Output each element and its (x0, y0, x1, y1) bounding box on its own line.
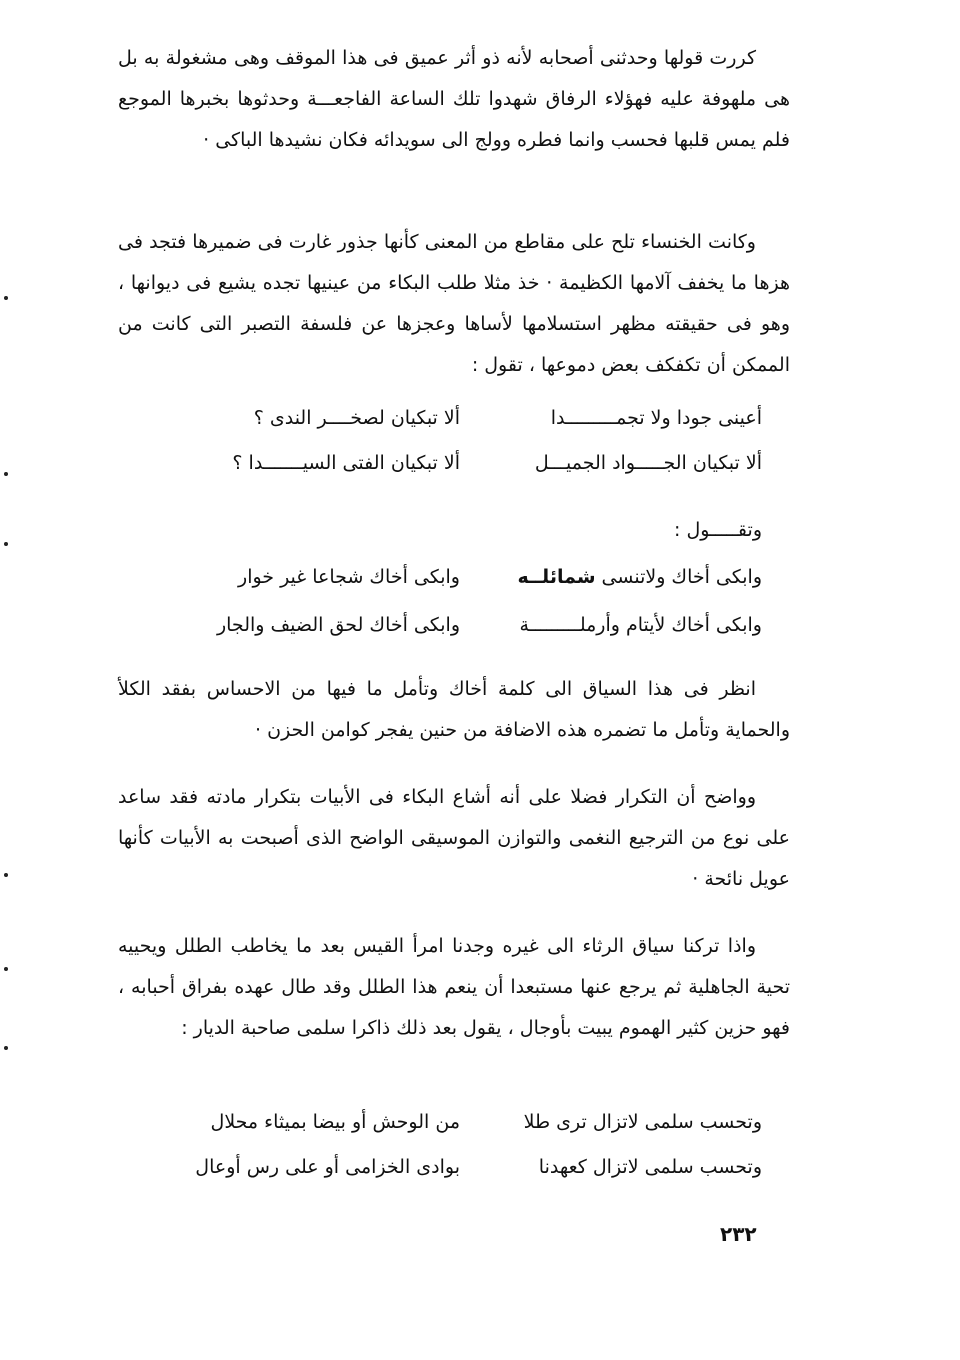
scan-speck (4, 296, 8, 300)
verse-second-hemistich: ألا تبكيان الفتى السيـــــــدا ؟ (232, 452, 460, 474)
paragraph-5 (118, 926, 790, 1049)
verse-line (140, 443, 790, 483)
paragraph-3 (118, 669, 790, 751)
scan-speck (4, 967, 8, 971)
paragraph-2 (118, 222, 790, 386)
verse-bold-word: شمائلــه (517, 566, 596, 588)
scan-speck (4, 542, 8, 546)
verse-second-hemistich: من الوحش أو بيضا بميثاء محلال (210, 1111, 460, 1133)
verse-first-hemistich: وتحسب سلمى لاتزال كعهدنا (538, 1156, 762, 1178)
verse-second-hemistich: بوادى الخزامى أو على رس أوعال (195, 1156, 460, 1178)
verse-second-hemistich: ألا تبكيان لصخــــر الندى ؟ (253, 407, 460, 429)
verse-intro: وتقـــــول : (674, 519, 762, 541)
paragraph-text: واذا تركنا سياق الرثاء الى غيره وجدنا امرأ القيس بعد ما يخاطب الطلل ويحييه تحية الجاهلية ثم يرجع عنها مستبعدا أن ينعم هذا الطلل وقد طال عهده بفراق أحبابه ، فهو حزين كثير الهموم يبيت بأوجال ، يقول بعد ذلك ذاكرا سلمى صاحبة الديار : (118, 935, 790, 1039)
verse-first-hemistich: وتحسب سلمى لاتزال ترى طلا (523, 1111, 762, 1133)
verse-first-hemistich: ألا تبكيان الجـــــواد الجميـــل (534, 452, 762, 474)
scan-speck (4, 873, 8, 877)
verse-line (140, 605, 790, 645)
page-number: ٢٣٢ (720, 1222, 757, 1246)
verse-text: وابكى أخاك ولاتنسى (595, 566, 762, 588)
verse-first-hemistich (487, 557, 762, 597)
paragraph-text: وواضح أن التكرار فضلا على أنه أشاع البكاء فى الأبيات بتكرار مادته فقد ساعد على نوع من الترجيع النغمى والتوازن الموسيقى الواضح الذى أصبحت به الأبيات كأنها عويل نائحة · (118, 786, 790, 890)
paragraph-text: وكانت الخنساء تلح على مقاطع من المعنى كأنها جذور غارت فى ضميرها فتجد فى هزها ما يخفف آلامها الكظيمة · خذ مثلا طلب البكاء من عينيها تجده يشيع فى ديوانها ، وهو فى حقيقته مظهر استسلامها لأساها وعجزها عن فلسفة التصبر التى كانت من الممكن أن تكفكف بعض دموعها ، تقول : (118, 231, 790, 376)
verse-first-hemistich: أعينى جودا ولا تجمـــــــــدا (550, 407, 762, 429)
verse-text: وابكى أخاك لأيتام وأرملـــــــــة (519, 614, 762, 636)
verse-second-hemistich: وابكى أخاك لحق الضيف والجار (216, 614, 460, 636)
verse-line (140, 1102, 790, 1142)
paragraph-4 (118, 777, 790, 900)
verse-line (140, 557, 790, 597)
scan-speck (4, 1046, 8, 1050)
verse-second-hemistich: وابكى أخاك شجاعا غير خوار (238, 566, 460, 588)
verse-first-hemistich (487, 605, 762, 645)
paragraph-1 (118, 38, 790, 161)
paragraph-text: كررت قولها وحدثنى أصحابه لأنه ذو أثر عميق فى هذا الموقف وهى مشغولة به بل هى ملهوفة عليه فهؤلاء الرفاق شهدوا تلك الساعة الفاجعـــة وحدثوها بخبرها الموجع فلم يمس قلبها فحسب وانما فطره وولج الى سويدائه فكان نشيدها الباكى · (118, 47, 790, 151)
verse-line (140, 1147, 790, 1187)
verse-line (140, 398, 790, 438)
scan-speck (4, 472, 8, 476)
paragraph-text: انظر فى هذا السياق الى كلمة أخاك وتأمل ما فيها من الاحساس بفقد الكلأ والحماية وتأمل ما تضمره هذه الاضافة من حنين يفجر كوامن الحزن · (118, 678, 790, 741)
